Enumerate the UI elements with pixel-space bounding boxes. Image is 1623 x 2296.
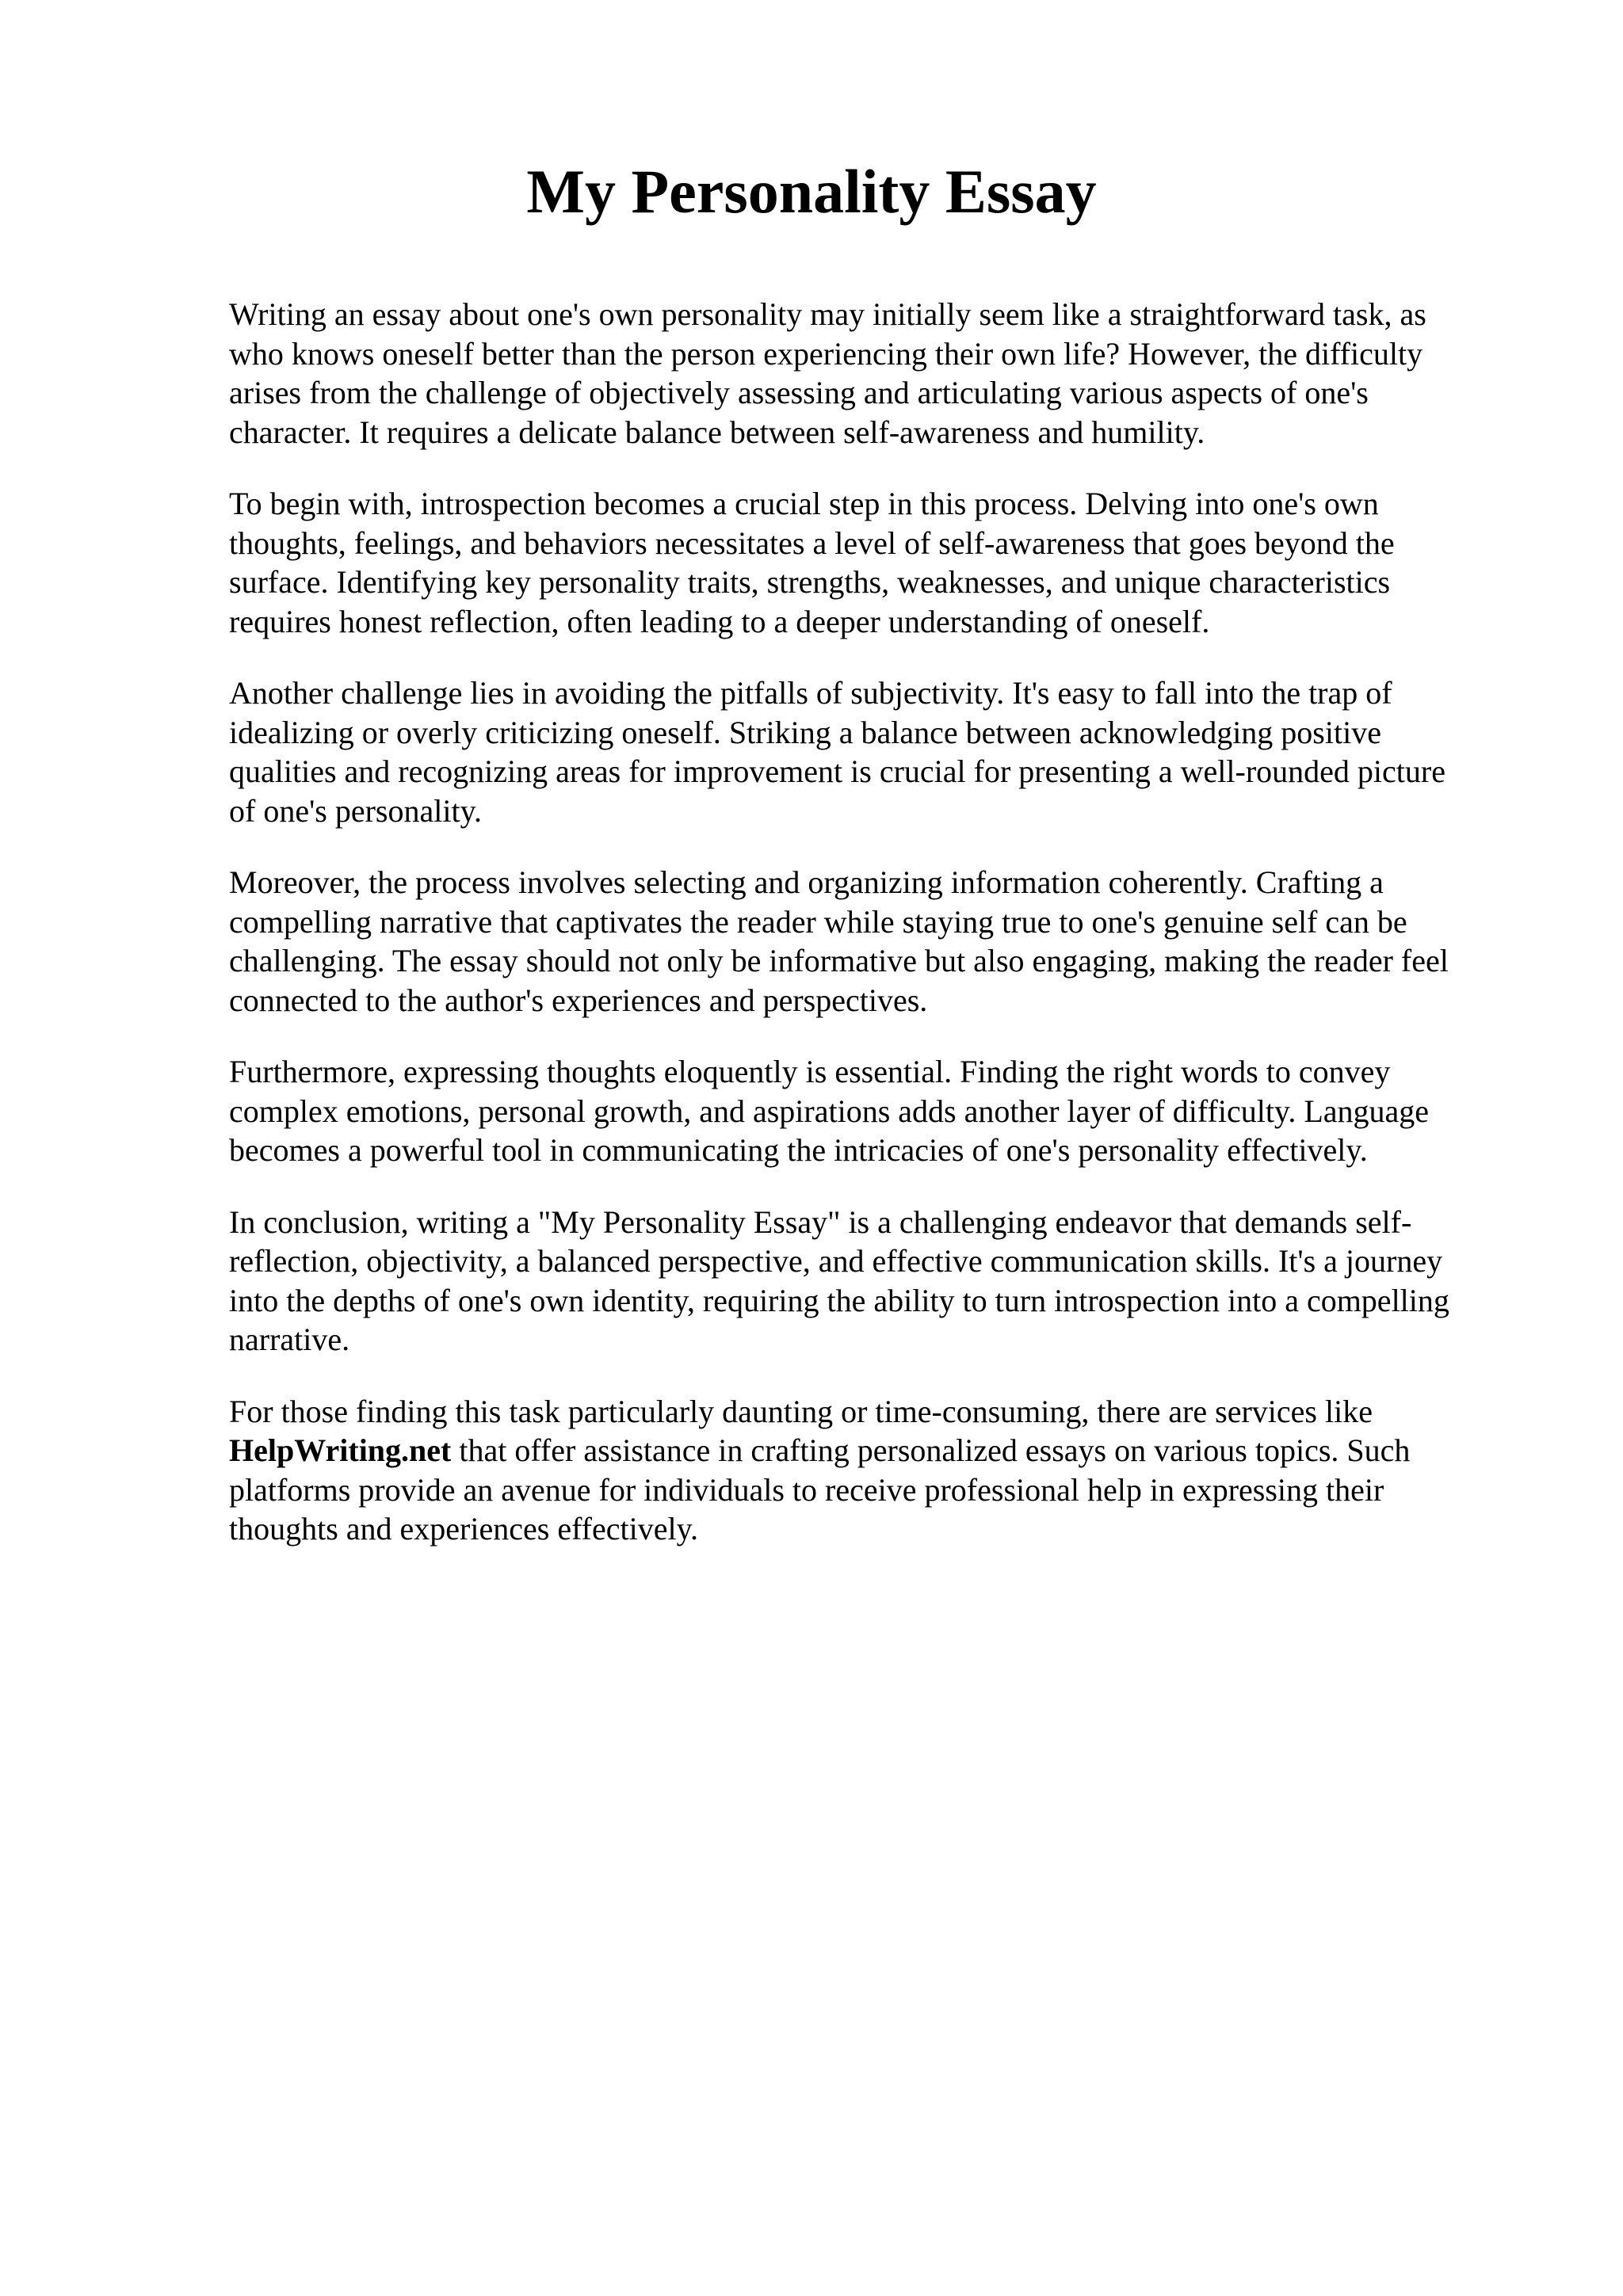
paragraph-line: becomes a powerful tool in communicating the intricacies of one's personality effectively.	[229, 1132, 1368, 1168]
paragraph-line: complex emotions, personal growth, and aspirations adds another layer of difficulty. Language	[229, 1093, 1430, 1129]
page-title: My Personality Essay	[526, 157, 1097, 226]
paragraph-line: qualities and recognizing areas for improvement is crucial for presenting a well-rounded picture	[229, 753, 1445, 789]
paragraph-line: arises from the challenge of objectively assessing and articulating various aspects of one's	[229, 375, 1369, 410]
paragraph-line: Another challenge lies in avoiding the pitfalls of subjectivity. It's easy to fall into the trap of	[229, 675, 1392, 711]
paragraph-line: In conclusion, writing a "My Personality Essay" is a challenging endeavor that demands self-	[229, 1203, 1412, 1240]
paragraph-line: requires honest reflection, often leading to a deeper understanding of oneself.	[229, 603, 1210, 639]
brand-following-text: that offer assistance in crafting personalized essays on various topics. Such	[451, 1432, 1411, 1468]
paragraph-line: Writing an essay about one's own personality may initially seem like a straightforward task, as	[229, 296, 1426, 332]
paragraph-3	[229, 673, 1497, 830]
paragraph-line: reflection, objectivity, a balanced perspective, and effective communication skills. It's a journey	[229, 1243, 1443, 1279]
paragraph-5	[229, 1052, 1497, 1170]
paragraph-line: who knows oneself better than the person experiencing their own life? However, the difficulty	[229, 335, 1423, 372]
paragraph-line: thoughts and experiences effectively.	[229, 1511, 698, 1547]
essay-body	[229, 295, 1497, 1581]
paragraph-line: character. It requires a delicate balance between self-awareness and humility.	[229, 414, 1205, 450]
paragraph-line: surface. Identifying key personality traits, strengths, weaknesses, and unique characteristics	[229, 564, 1391, 600]
paragraph-line: idealizing or overly criticizing oneself. Striking a balance between acknowledging positive	[229, 714, 1381, 750]
paragraph-line: challenging. The essay should not only be informative but also engaging, making the reader feel	[229, 943, 1449, 978]
paragraph-line: connected to the author's experiences and perspectives.	[229, 982, 928, 1018]
paragraph-line: For those finding this task particularly daunting or time-consuming, there are services like	[229, 1393, 1373, 1429]
paragraph-line-with-brand	[229, 1431, 1497, 1470]
paragraph-line: platforms provide an avenue for individuals to receive professional help in expressing their	[229, 1471, 1384, 1508]
paragraph-line: thoughts, feelings, and behaviors necessitates a level of self-awareness that goes beyond the	[229, 524, 1395, 561]
paragraph-line: To begin with, introspection becomes a crucial step in this process. Delving into one's own	[229, 486, 1379, 521]
helpwriting-link[interactable]: HelpWriting.net	[229, 1432, 452, 1468]
paragraph-line: Moreover, the process involves selecting and organizing information coherently. Crafting a	[229, 864, 1384, 900]
paragraph-1	[229, 295, 1497, 452]
paragraph-line: compelling narrative that captivates the reader while staying true to one's genuine self can be	[229, 903, 1407, 940]
paragraph-line: into the depths of one's own identity, requiring the ability to turn introspection into a compelling	[229, 1282, 1449, 1318]
paragraph-line: narrative.	[229, 1322, 350, 1357]
paragraph-4	[229, 863, 1497, 1020]
paragraph-line: of one's personality.	[229, 792, 482, 829]
paragraph-7	[229, 1392, 1497, 1549]
paragraph-6	[229, 1203, 1497, 1360]
paragraph-2	[229, 484, 1497, 641]
paragraph-line: Furthermore, expressing thoughts eloquently is essential. Finding the right words to convey	[229, 1054, 1391, 1089]
